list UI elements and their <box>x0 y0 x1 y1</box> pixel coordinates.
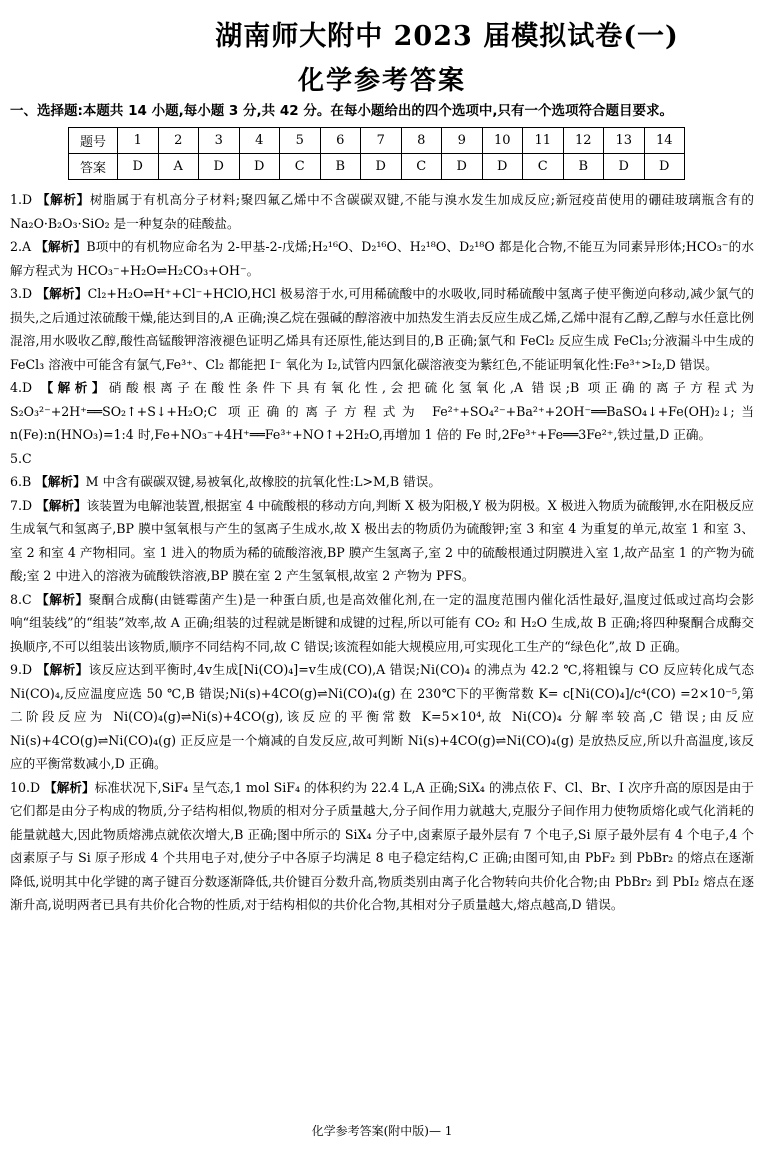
item-number: 6.B <box>10 474 32 489</box>
item-text: Cl₂+H₂O⇌H⁺+Cl⁻+HClO,HCl 极易溶于水,可用稀硫酸中的水吸收,同时稀硫酸中氢离子使平衡逆向移动,减少氯气的损失,之后通过浓硫酸干燥,能达到目的,A 正确;溴乙烷在强碱的醇溶液中加热发生消去反应生成乙烯,乙烯中混有乙醇,乙醇与水任意比例混溶,用水吸收乙醇,酸性高锰酸钾溶液褪色证明乙烯具有还原性,能达到目的,B 正确;氯气和 FeCl₂ 反应生成 FeCl₃;分液漏斗中生成的 FeCl₃ 溶液中可能含有氯气,Fe³⁺、Cl₂ 都能把 I⁻ 氧化为 I₂,试管内四氯化碳溶液变为紫红色,不能证明氧化性:Fe³⁺>I₂,D 错误。 <box>10 286 754 372</box>
item-number: 1.D <box>10 192 33 207</box>
item-tag: 【解析】 <box>36 286 88 301</box>
question-number: 3 <box>199 128 240 154</box>
question-number: 6 <box>320 128 361 154</box>
answer-cell: D <box>199 154 240 180</box>
answer-cell: C <box>523 154 564 180</box>
answer-cell: B <box>563 154 604 180</box>
explanations <box>10 188 754 917</box>
item-text: 树脂属于有机高分子材料;聚四氟乙烯中不含碳碳双键,不能与溴水发生加成反应;新冠疫苗使用的硼硅玻璃瓶含有的 Na₂O·B₂O₃·SiO₂ 是一种复杂的硅酸盐。 <box>10 192 754 231</box>
question-number: 5 <box>280 128 321 154</box>
question-number: 11 <box>523 128 564 154</box>
explanation-item <box>10 376 754 447</box>
explanation-item <box>10 470 754 494</box>
explanation-item <box>10 494 754 588</box>
answer-cell: D <box>239 154 280 180</box>
item-text: 该反应达到平衡时,4v生成[Ni(CO)₄]=v生成(CO),A 错误;Ni(CO)₄ 的沸点为 42.2 ℃,将粗镍与 CO 反应转化成气态 Ni(CO)₄,反应温度应选 50 ℃,B 错误;Ni(s)+4CO(g)⇌Ni(CO)₄(g) 在 230℃下的平衡常数 K= c[Ni(CO)₄]/c⁴(CO) =2×10⁻⁵,第二阶段反应为 Ni(CO)₄(g)⇌Ni(s)+4CO(g),该反应的平衡常数 K=5×10⁴,故 Ni(CO)₄ 分解率较高,C 错误;由反应 Ni(s)+4CO(g)⇌Ni(CO)₄(g) 正反应是一个熵减的自发反应,故可判断 Ni(s)+4CO(g)⇌Ni(CO)₄(g) 是放热反应,所以升高温度,该反应的平衡常数减小,D 正确。 <box>10 662 754 771</box>
question-number: 12 <box>563 128 604 154</box>
item-text: 硝酸根离子在酸性条件下具有氧化性,会把硫化氢氧化,A 错误;B 项正确的离子方程式为 S₂O₃²⁻+2H⁺══SO₂↑+S↓+H₂O;C 项正确的离子方程式为 Fe²⁺+SO₄²⁻+Ba²⁺+2OH⁻══BaSO₄↓+Fe(OH)₂↓;当 n(Fe):n(HNO₃)=1:4 时,Fe+NO₃⁻+4H⁺══Fe³⁺+NO↑+2H₂O,再增加 1 倍的 Fe 时,2Fe³⁺+Fe══3Fe²⁺,铁过量,D 正确。 <box>10 380 754 442</box>
question-number: 14 <box>644 128 685 154</box>
item-tag: 【解析】 <box>36 662 89 677</box>
answer-cell: C <box>280 154 321 180</box>
question-number: 4 <box>239 128 280 154</box>
question-row <box>69 128 685 154</box>
question-number: 1 <box>118 128 159 154</box>
answer-cell: A <box>158 154 199 180</box>
answer-cell: D <box>361 154 402 180</box>
item-tag: 【解析】 <box>40 380 109 395</box>
item-tag: 【解析】 <box>36 497 87 513</box>
item-number: 7.D <box>10 497 33 513</box>
explanation-item <box>10 588 754 659</box>
answer-title: 化学参考答案 <box>297 66 466 96</box>
explanation-item <box>10 235 754 282</box>
item-text: 标准状况下,SiF₄ 呈气态,1 mol SiF₄ 的体积约为 22.4 L,A 正确;SiX₄ 的沸点依 F、Cl、Br、I 次序升高的原因是由于它们都是由分子构成的物质,分子结构相似,物质的相对分子质量越大,分子间作用力就越大,克服分子间作用力使物质熔化或气化消耗的能量就越大,因此物质熔沸点就依次增大,B 正确;图中所示的 SiX₄ 分子中,卤素原子最外层有 7 个电子,Si 原子最外层有 4 个电子,4 个卤素原子与 Si 原子形成 4 个共用电子对,使分子中各原子均满足 8 电子稳定结构,C 正确;由图可知,由 PbF₂ 到 PbBr₂ 的熔点在逐渐降低,说明其中化学键的离子键百分数逐渐降低,共价键百分数升高,物质类别由离子化合物转向共价化合物;由 PbBr₂ 到 PbI₂ 熔点在逐渐升高,说明两者已具有共价化合物的性质,对于结构相似的共价化合物,其相对分子质量越大,熔点越高,D 错误。 <box>10 779 754 912</box>
answer-cell: B <box>320 154 361 180</box>
answer-table <box>68 127 685 180</box>
question-number: 2 <box>158 128 199 154</box>
explanation-item <box>10 282 754 376</box>
answer-cell: D <box>118 154 159 180</box>
explanation-item <box>10 658 754 776</box>
answer-row <box>69 154 685 180</box>
answer-cell: C <box>401 154 442 180</box>
item-number: 4.D <box>10 380 33 395</box>
item-tag: 【解析】 <box>44 779 95 795</box>
item-text: B项中的有机物应命名为 2-甲基-2-戊烯;H₂¹⁶O、D₂¹⁶O、H₂¹⁸O、D₂¹⁸O 都是化合物,不能互为同素异形体;HCO₃⁻的水解方程式为 HCO₃⁻+H₂O⇌H₂CO₃+OH⁻。 <box>10 239 754 278</box>
item-number: 5.C <box>10 450 32 466</box>
explanation-item <box>10 776 754 917</box>
section-heading: 一、选择题:本题共 14 小题,每小题 3 分,共 42 分。在每小题给出的四个选项中,只有一个选项符合题目要求。 <box>10 103 673 119</box>
item-text: M 中含有碳碳双键,易被氧化,故橡胶的抗氧化性:L>M,B 错误。 <box>85 474 441 489</box>
answer-row-label: 答案 <box>69 154 118 180</box>
item-text: 聚酮合成酶(由链霉菌产生)是一种蛋白质,也是高效催化剂,在一定的温度范围内催化活性最好,温度过低或过高均会影响“组装线”的“组装”效率,故 A 正确;组装的过程就是断键和成键的过程,所以可能有 CO₂ 和 H₂O 生成,故 B 正确;将四种聚酮合成酶交换顺序,不可以组装出该物质,顺序不同结构不同,故 C 错误;该流程如能大规模应用,可实现化工生产的“绿色化”,故 D 正确。 <box>10 591 755 654</box>
item-number: 8.C <box>10 591 32 607</box>
item-tag: 【解析】 <box>35 474 86 489</box>
exam-title: 湖南师大附中 2023 届模拟试卷(一) <box>215 21 679 52</box>
item-tag: 【解析】 <box>36 591 89 607</box>
question-number: 10 <box>482 128 523 154</box>
page-footer: 化学参考答案(附中版)— 1 <box>311 1124 453 1138</box>
item-number: 10.D <box>10 779 41 795</box>
explanation-item <box>10 188 754 235</box>
item-text: 该装置为电解池装置,根据室 4 中硫酸根的移动方向,判断 X 极为阳极,Y 极为阴极。X 极进入物质为硫酸钾,水在阳极反应生成氧气和氢离子,BP 膜中氢氧根与产生的氢离子生成水,故 X 极出去的物质仍为硫酸钾;室 3 和室 4 为重复的单元,故室 1 和室 3、室 2 和室 4 产物相同。室 1 进入的物质为稀的硫酸溶液,BP 膜产生氢离子,室 2 中的硫酸根通过阴膜进入室 1,故产品室 1 的产物为硫酸;室 2 中进入的溶液为硫酸铁溶液,BP 膜在室 2 产生氢氧根,故室 2 产物为 PFS。 <box>10 497 754 583</box>
item-tag: 【解析】 <box>35 239 87 254</box>
explanation-item <box>10 447 754 471</box>
question-number: 13 <box>604 128 645 154</box>
question-number: 7 <box>361 128 402 154</box>
item-number: 2.A <box>10 239 32 254</box>
item-tag: 【解析】 <box>36 192 90 207</box>
answer-cell: D <box>482 154 523 180</box>
question-number: 9 <box>442 128 483 154</box>
answer-cell: D <box>442 154 483 180</box>
question-row-label: 题号 <box>69 128 118 154</box>
question-number: 8 <box>401 128 442 154</box>
item-number: 9.D <box>10 662 33 677</box>
item-number: 3.D <box>10 286 33 301</box>
answer-cell: D <box>604 154 645 180</box>
answer-cell: D <box>644 154 685 180</box>
